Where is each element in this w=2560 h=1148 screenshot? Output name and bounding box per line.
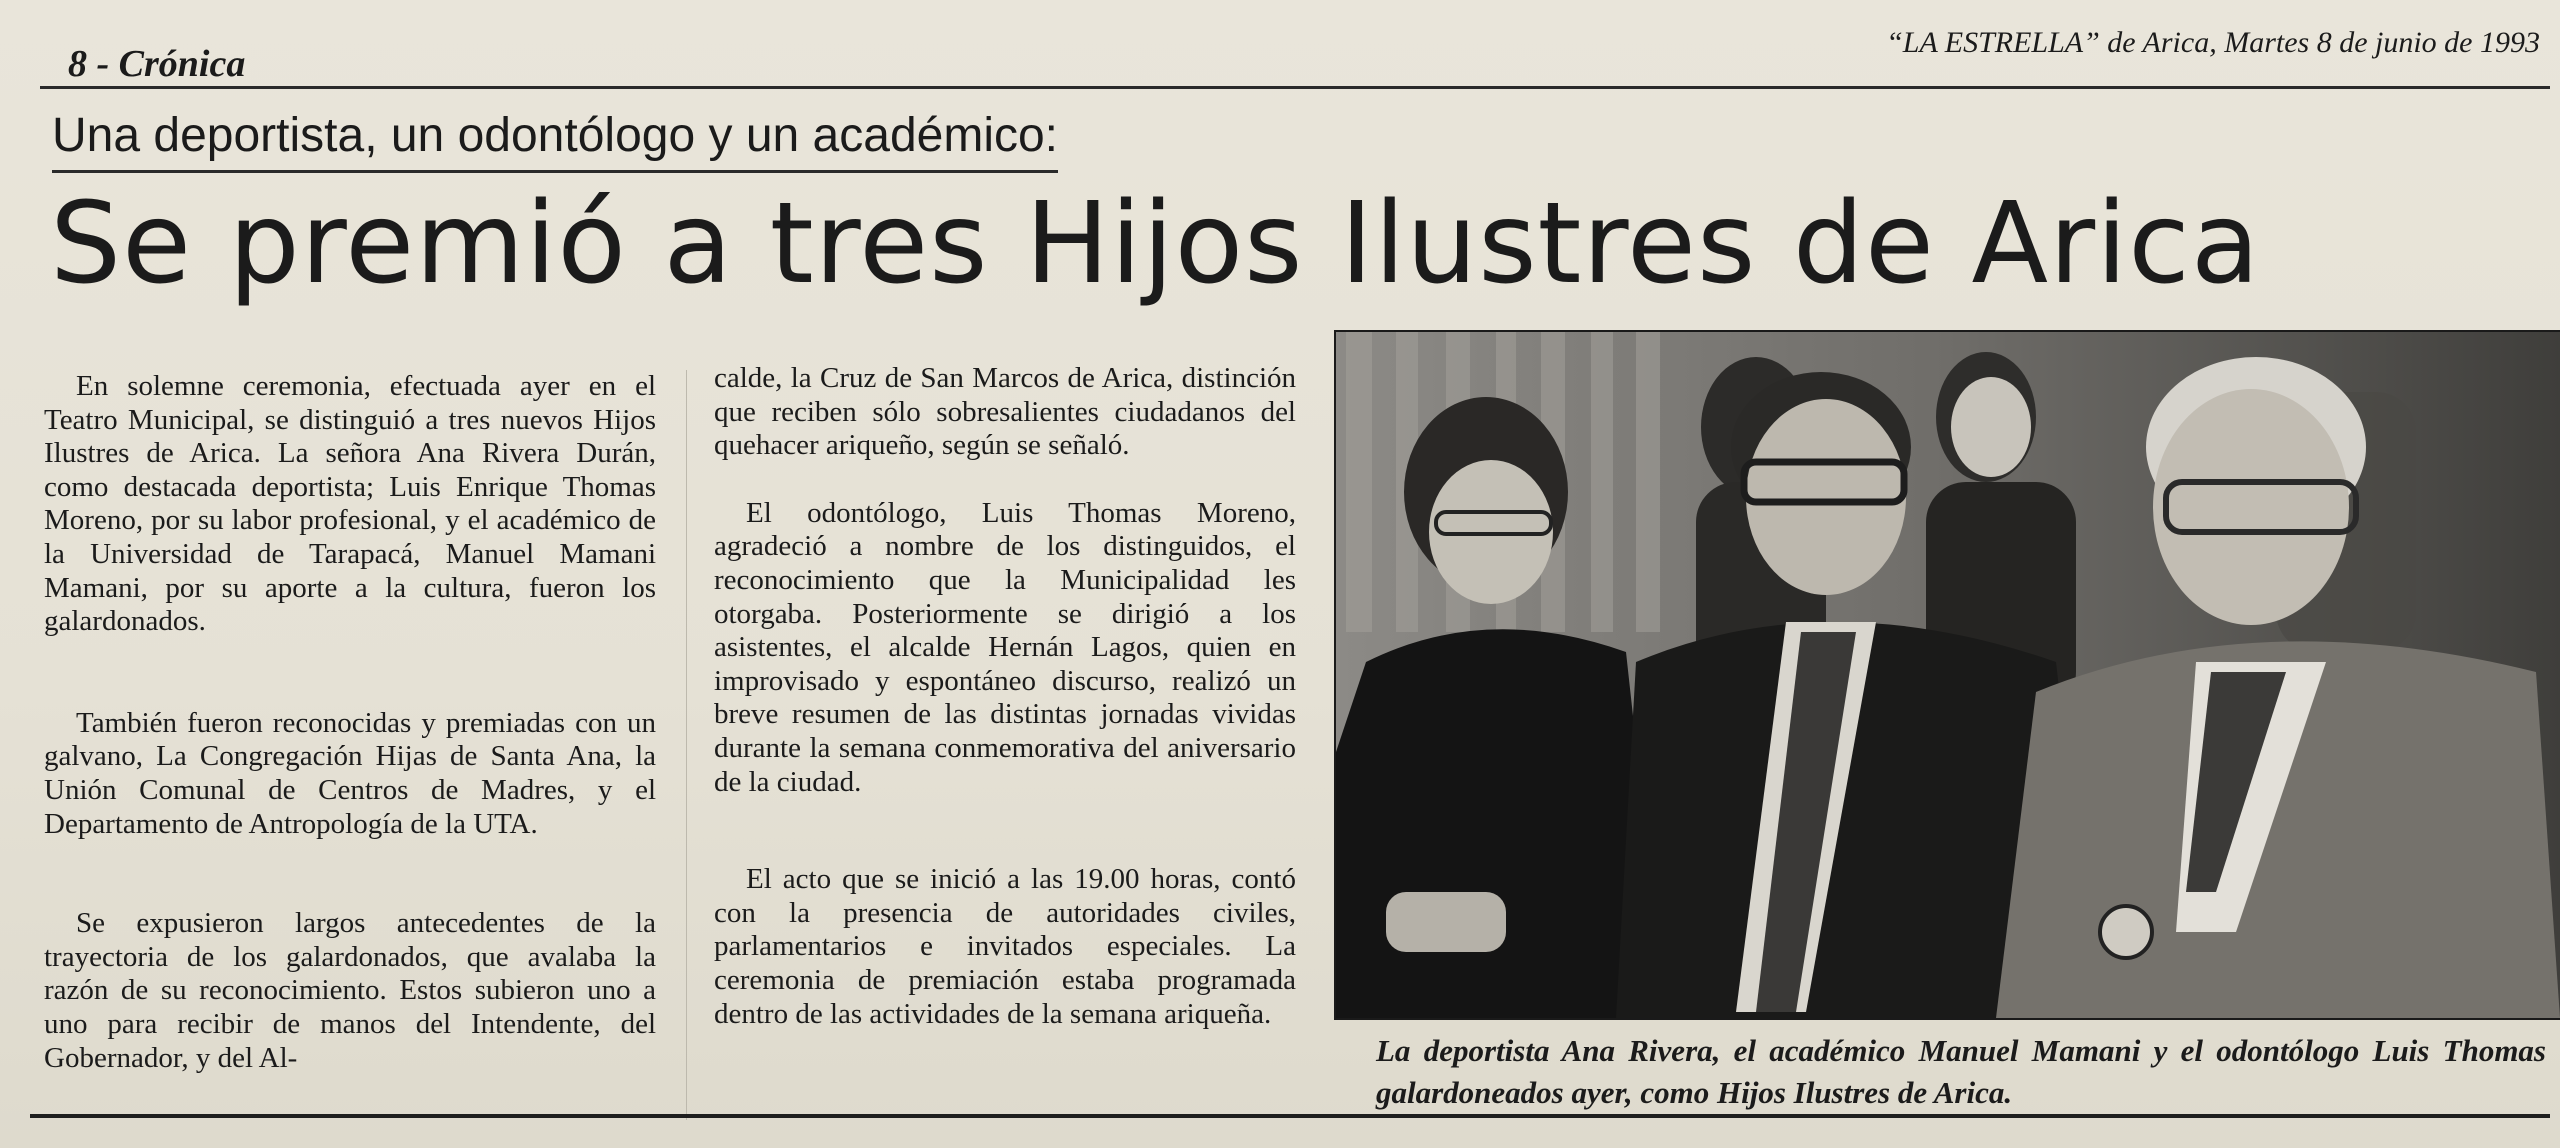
article-column-2 <box>714 362 1296 1031</box>
paragraph: También fueron reconocidas y premiadas con un galvano, La Congregación Hijas de Santa Ana, la Unión Comunal de Centros de Madres, y el Departamento de Antropología de la UTA. <box>44 706 656 840</box>
paragraph: Se expusieron largos antecedentes de la trayectoria de los galardonados, que avalaba la razón de su reconocimiento. Estos subieron uno a uno para recibir de manos del Intendente, del Gobernador, y del Al- <box>44 907 656 1074</box>
headline: Se premió a tres Hijos Ilustres de Arica <box>50 179 2261 309</box>
paragraph: El acto que se inició a las 19.00 horas, contó con la presencia de autoridades civiles, parlamentarios e invitados especiales. La ceremonia de premiación estaba programada dentro de las actividades de la semana ariqueña. <box>714 863 1296 1030</box>
kicker: Una deportista, un odontólogo y un académico: <box>52 112 1058 173</box>
masthead-dateline: “LA ESTRELLA” de Arica, Martes 8 de junio de 1993 <box>1886 26 2540 59</box>
paragraph: El odontólogo, Luis Thomas Moreno, agradeció a nombre de los distinguidos, el reconocimiento que la Municipalidad les otorgaba. Posteriormente se dirigió a los asistentes, el alcalde Hernán Lagos, quien en improvisado y espontáneo discurso, realizó un breve resumen de las distintas jornadas vividas durante la semana conmemorativa del aniversario de la ciudad. <box>714 496 1296 798</box>
ceremony-photo <box>1334 330 2560 1020</box>
paragraph: calde, la Cruz de San Marcos de Arica, distinción que reciben sólo sobresalientes ciudadanos del quehacer ariqueño, según se señaló. <box>714 362 1296 462</box>
column-divider <box>686 370 687 1120</box>
article-column-1 <box>44 370 656 1075</box>
page-section-label: 8 - Crónica <box>68 43 246 85</box>
photo-caption: La deportista Ana Rivera, el académico Manuel Mamani y el odontólogo Luis Thomas galardoneados ayer, como Hijos Ilustres de Arica. <box>1376 1033 2546 1110</box>
bottom-rule <box>30 1114 2550 1118</box>
top-rule <box>40 86 2550 89</box>
paragraph: En solemne ceremonia, efectuada ayer en el Teatro Municipal, se distinguió a tres nuevos Hijos Ilustres de Arica. La señora Ana Rivera Durán, como destacada deportista; Luis Enrique Thomas Moreno, por su labor profesional, y el académico de la Universidad de Tarapacá, Manuel Mamani Mamani, por su aporte a la cultura, fueron los galardonados. <box>44 370 656 638</box>
